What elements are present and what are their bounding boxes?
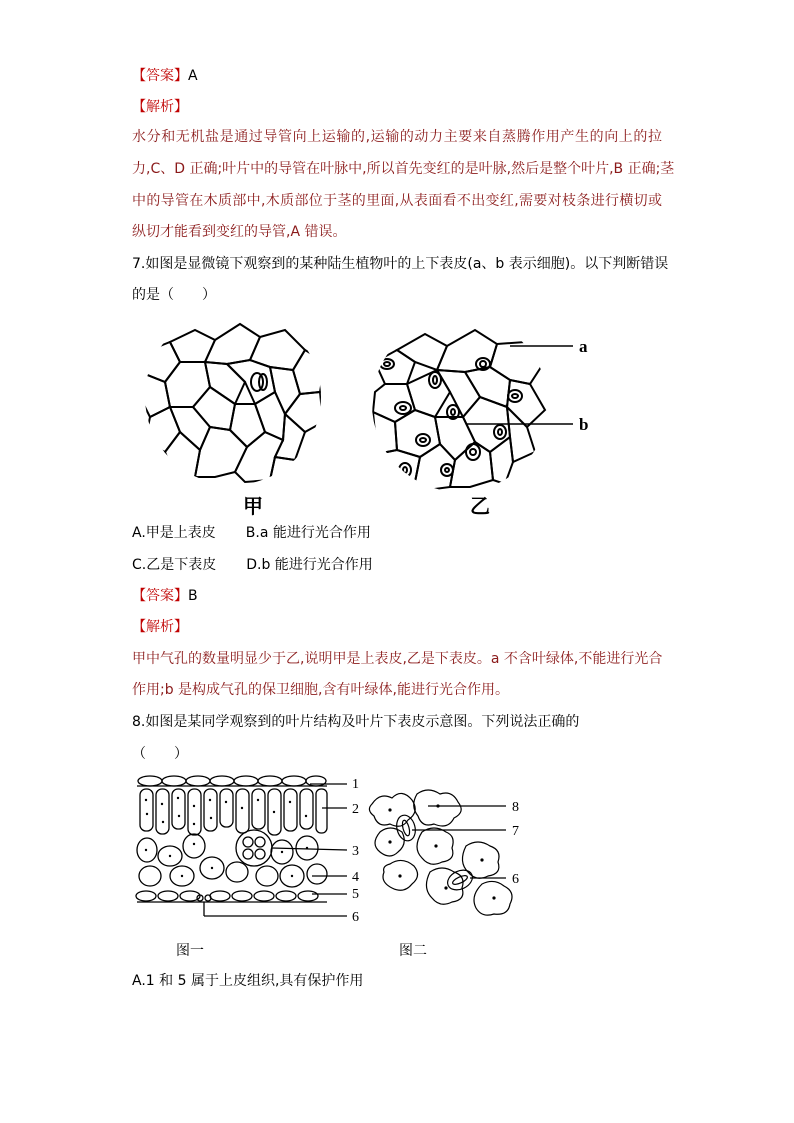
- q7-options-row-2: [132, 555, 373, 575]
- fig2-label-8: 8: [512, 800, 519, 815]
- q6-analysis-line-1: 水分和无机盐是通过导管向上运输的,运输的动力主要来自蒸腾作用产生的向上的拉: [132, 129, 662, 145]
- fig1-label-3: 3: [352, 844, 359, 859]
- q7-answer-label: 【答案】: [132, 588, 188, 604]
- q6-answer: [132, 66, 198, 86]
- q7-analysis-label: 【解析】: [132, 619, 188, 635]
- q7-epidermis-figure: [135, 312, 615, 522]
- q7-option-a: A.甲是上表皮: [132, 525, 216, 541]
- q7-option-b: B.a 能进行光合作用: [245, 525, 371, 541]
- q7-answer: [132, 586, 198, 606]
- upper-epidermis-cells: [138, 776, 326, 786]
- q8-stem-line-1: 8.如图是某同学观察到的叶片结构及叶片下表皮示意图。下列说法正确的: [132, 714, 580, 730]
- q6-answer-value: A: [188, 68, 198, 84]
- q6-analysis-line-2: 力,C、D 正确;叶片中的导管在叶脉中,所以首先变红的是叶脉,然后是整个叶片,B 正确;茎: [132, 161, 675, 177]
- leaf-vein: [236, 830, 272, 866]
- q7-options-row-1: [132, 523, 371, 543]
- q6-analysis-label: 【解析】: [132, 99, 188, 115]
- q7-answer-value: B: [188, 588, 198, 604]
- q7-option-d: D.b 能进行光合作用: [246, 557, 373, 573]
- fig2-label-7: 7: [512, 824, 519, 839]
- lower-epidermis-cells: [373, 330, 545, 490]
- q7-option-c: C.乙是下表皮: [132, 557, 217, 573]
- q7-stem-line-1: 7.如图是显微镜下观察到的某种陆生植物叶的上下表皮(a、b 表示细胞)。以下判断错误: [132, 256, 669, 272]
- label-b: b: [579, 415, 589, 434]
- label-a: a: [579, 337, 588, 356]
- q6-answer-label: 【答案】: [132, 68, 188, 84]
- q8-fig1-caption: 图一: [176, 943, 204, 959]
- q7-caption-right: 乙: [470, 494, 490, 518]
- q8-leaf-section-figure: [132, 772, 372, 924]
- nucleus-dots: [388, 804, 495, 899]
- fig1-label-4: 4: [352, 870, 359, 885]
- fig1-label-6: 6: [352, 910, 359, 924]
- fig1-label-1: 1: [352, 777, 359, 792]
- q8-stem-line-2: （ ）: [132, 746, 188, 762]
- upper-epidermis-cells: [140, 324, 325, 482]
- palisade-cells: [140, 789, 327, 835]
- q7-caption-left: 甲: [243, 494, 263, 518]
- q7-stem-line-2: 的是（ ）: [132, 287, 216, 303]
- q6-analysis-line-3: 中的导管在木质部中,木质部位于茎的里面,从表面看不出变红,需要对枝条进行横切或: [132, 193, 662, 209]
- q8-fig2-caption: 图二: [399, 943, 427, 959]
- fig1-label-2: 2: [352, 802, 359, 817]
- q7-analysis-line-2: 作用;b 是构成气孔的保卫细胞,含有叶绿体,能进行光合作用。: [132, 682, 509, 698]
- spongy-cells: [137, 834, 327, 887]
- q8-option-a: A.1 和 5 属于上皮组织,具有保护作用: [132, 973, 364, 989]
- q6-analysis-line-4: 纵切才能看到变红的导管,A 错误。: [132, 224, 347, 240]
- q8-lower-epidermis-figure: [362, 784, 542, 924]
- q7-analysis-line-1: 甲中气孔的数量明显少于乙,说明甲是上表皮,乙是下表皮。a 不含叶绿体,不能进行光合: [132, 651, 663, 667]
- fig2-label-6: 6: [512, 872, 519, 887]
- lower-epidermis-cells: [136, 891, 318, 901]
- fig1-label-5: 5: [352, 887, 359, 902]
